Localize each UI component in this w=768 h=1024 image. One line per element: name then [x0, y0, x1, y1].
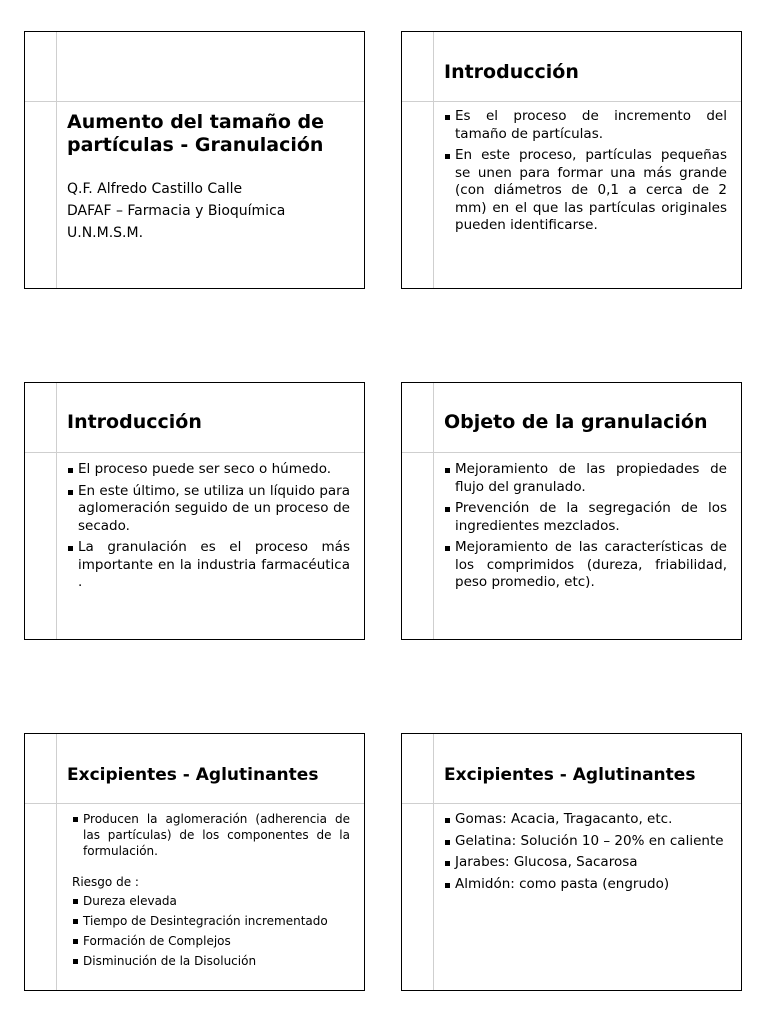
list-item: Jarabes: Glucosa, Sacarosa	[444, 854, 727, 872]
list-item: Gelatina: Solución 10 – 20% en caliente	[444, 833, 727, 851]
list-item: Es el proceso de incremento del tamaño de partículas.	[444, 108, 727, 143]
list-item: Disminución de la Disolución	[72, 953, 350, 969]
list-item: El proceso puede ser seco o húmedo.	[67, 461, 350, 479]
slide-subtitle	[67, 178, 350, 244]
university-line: U.N.M.S.M.	[67, 225, 144, 241]
bullet-list	[444, 811, 727, 897]
list-item: Prevención de la segregación de los ingredientes mezclados.	[444, 500, 727, 535]
list-item: Dureza elevada	[72, 893, 350, 909]
slide-guide-horizontal	[402, 101, 741, 102]
slide-guide-vertical	[56, 383, 57, 639]
list-item: Producen la aglomeración (adherencia de las partículas) de los componentes de la formulación.	[72, 811, 350, 859]
slide-title: Aumento del tamaño de partículas - Granulación	[67, 111, 325, 156]
slide-guide-vertical	[56, 32, 57, 288]
bullet-list	[72, 811, 350, 864]
risk-label: Riesgo de :	[72, 875, 139, 889]
department-line: DAFAF – Farmacia y Bioquímica	[67, 203, 286, 219]
list-item: En este último, se utiliza un líquido para aglomeración seguido de un proceso de secado.	[67, 483, 350, 536]
slide-title: Excipientes - Aglutinantes	[444, 765, 696, 785]
slide-3	[24, 382, 365, 640]
slide-title: Objeto de la granulación	[444, 411, 708, 433]
list-item: Formación de Complejos	[72, 933, 350, 949]
slide-5	[24, 733, 365, 991]
slide-guide-horizontal	[402, 803, 741, 804]
slide-guide-vertical	[433, 32, 434, 288]
list-item: Mejoramiento de las características de los comprimidos (dureza, friabilidad, peso promedio, etc).	[444, 539, 727, 592]
list-item: Almidón: como pasta (engrudo)	[444, 876, 727, 894]
list-item: Gomas: Acacia, Tragacanto, etc.	[444, 811, 727, 829]
slide-2	[401, 31, 742, 289]
slide-guide-horizontal	[25, 803, 364, 804]
slide-guide-vertical	[56, 734, 57, 990]
slide-title: Introducción	[444, 61, 579, 83]
list-item: Tiempo de Desintegración incrementado	[72, 913, 350, 929]
list-item: En este proceso, partículas pequeñas se unen para formar una más grande (con diámetros de 0,1 a cerca de 2 mm) en el que las partículas originales pueden identificarse.	[444, 147, 727, 235]
slide-guide-vertical	[433, 383, 434, 639]
bullet-list	[444, 461, 727, 596]
bullet-list	[67, 461, 350, 596]
slide-guide-horizontal	[402, 452, 741, 453]
slide-6	[401, 733, 742, 991]
slide-title: Excipientes - Aglutinantes	[67, 765, 319, 785]
slide-guide-horizontal	[25, 452, 364, 453]
list-item: Mejoramiento de las propiedades de flujo del granulado.	[444, 461, 727, 496]
risk-list	[72, 893, 350, 973]
author-line: Q.F. Alfredo Castillo Calle	[67, 181, 243, 197]
slide-1	[24, 31, 365, 289]
slide-title: Introducción	[67, 411, 202, 433]
slide-guide-vertical	[433, 734, 434, 990]
slide-guide-horizontal	[25, 101, 364, 102]
list-item: La granulación es el proceso más importante en la industria farmacéutica .	[67, 539, 350, 592]
slide-4	[401, 382, 742, 640]
bullet-list	[444, 108, 727, 239]
